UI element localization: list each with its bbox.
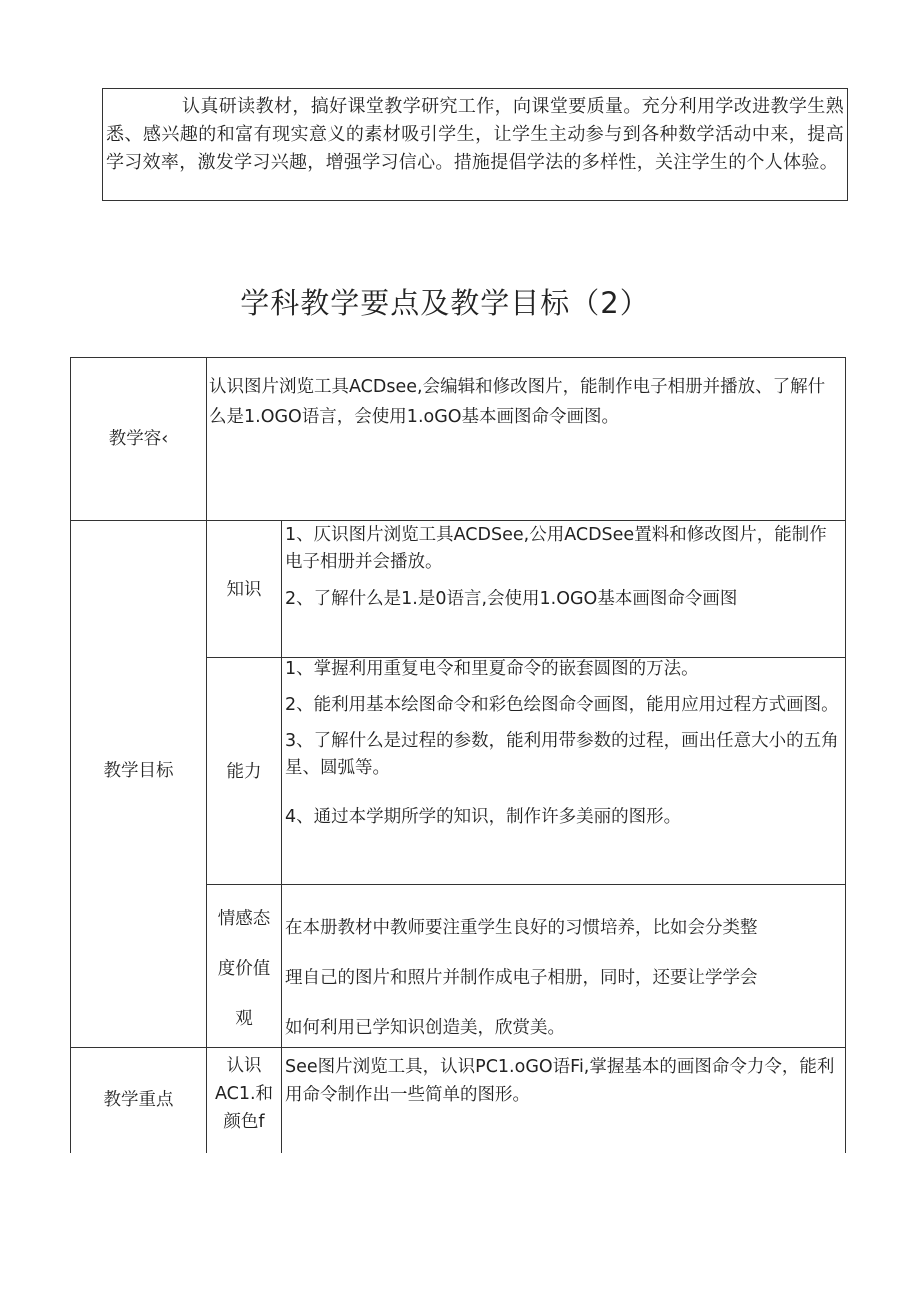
table-divider-ability bbox=[206, 884, 845, 885]
key-points-sub-label-line-2: AC1.和 bbox=[214, 1084, 274, 1104]
table-border-right bbox=[845, 357, 846, 1153]
emotion-line-3: 如何利用已学知识创造美，欣赏美。 bbox=[285, 1018, 565, 1038]
content-label: 教学容‹ bbox=[108, 429, 169, 449]
table-border-top bbox=[70, 357, 845, 358]
key-points-content: See图片浏览工具，认识PC1.oGO语Fi,掌握基本的画图命令力令，能利用命令制作出一些简单的图形。 bbox=[285, 1057, 835, 1105]
ability-item-1: 1、掌握利用重复电令和里夏命令的嵌套圆图的万法。 bbox=[285, 659, 699, 679]
knowledge-label: 知识 bbox=[226, 580, 262, 600]
table-border-left bbox=[70, 357, 71, 1153]
knowledge-item-1: 1、仄识图片浏览工具ACDSee,公用ACDSee置料和修改图片，能制作电子相册并会播放。 bbox=[285, 525, 827, 572]
key-points-sub-label bbox=[207, 1052, 281, 1136]
knowledge-content bbox=[283, 522, 843, 613]
emotion-label-line-3: 观 bbox=[235, 1009, 253, 1029]
goals-label: 教学目标 bbox=[103, 761, 174, 781]
emotion-label-line-1: 情感态 bbox=[217, 909, 271, 929]
emotion-label-line-2: 度价值 bbox=[217, 959, 271, 979]
content-text: 认识图片浏览工具ACDsee,会编辑和修改图片，能制作电子相册并播放、了解什么是1.OGO语言，会使用1.oGO基本画图命令画图。 bbox=[209, 377, 826, 427]
emotion-line-2: 理自己的图片和照片并制作成电子相册，同时，还要让学学会 bbox=[285, 968, 758, 988]
emotion-content bbox=[283, 903, 843, 1053]
table-col-divider-2 bbox=[281, 520, 282, 1153]
ability-label: 能力 bbox=[226, 762, 262, 782]
ability-item-4: 4、通过本学期所学的知识，制作许多美丽的图形。 bbox=[285, 807, 682, 827]
ability-item-2: 2、能利用基本绘图命令和彩色绘图命令画图，能用应用过程方式画图。 bbox=[285, 695, 839, 715]
key-points-sub-label-line-1: 认识 bbox=[226, 1056, 262, 1076]
page-title: 学科教学要点及教学目标（2） bbox=[240, 286, 650, 320]
intro-paragraph: 认真研读教材，搞好课堂教学研究工作，向课堂要质量。充分利用学改进教学生熟悉、感兴趣的和富有现实意义的素材吸引学生，让学生主动参与到各种数学活动中来，提高学习效率，激发学习兴趣，增强学习信心。措施提倡学法的多样性，关注学生的个人体验。 bbox=[102, 88, 848, 201]
knowledge-item-2: 2、了解什么是1.是0语言,会使用1.OGO基本画图命令画图 bbox=[285, 589, 738, 609]
emotion-line-1: 在本册教材中教师要注重学生良好的习惯培养，比如会分类整 bbox=[285, 918, 758, 938]
table-divider-content bbox=[70, 520, 845, 521]
ability-item-3: 3、了解什么是过程的参数，能利用带参数的过程，画出任意大小的五角星、圆弧等。 bbox=[285, 731, 839, 778]
key-points-sub-label-line-3: 颜色f bbox=[223, 1112, 265, 1132]
emotion-label bbox=[207, 894, 281, 1044]
ability-content bbox=[283, 656, 843, 831]
key-points-label: 教学重点 bbox=[103, 1090, 174, 1110]
